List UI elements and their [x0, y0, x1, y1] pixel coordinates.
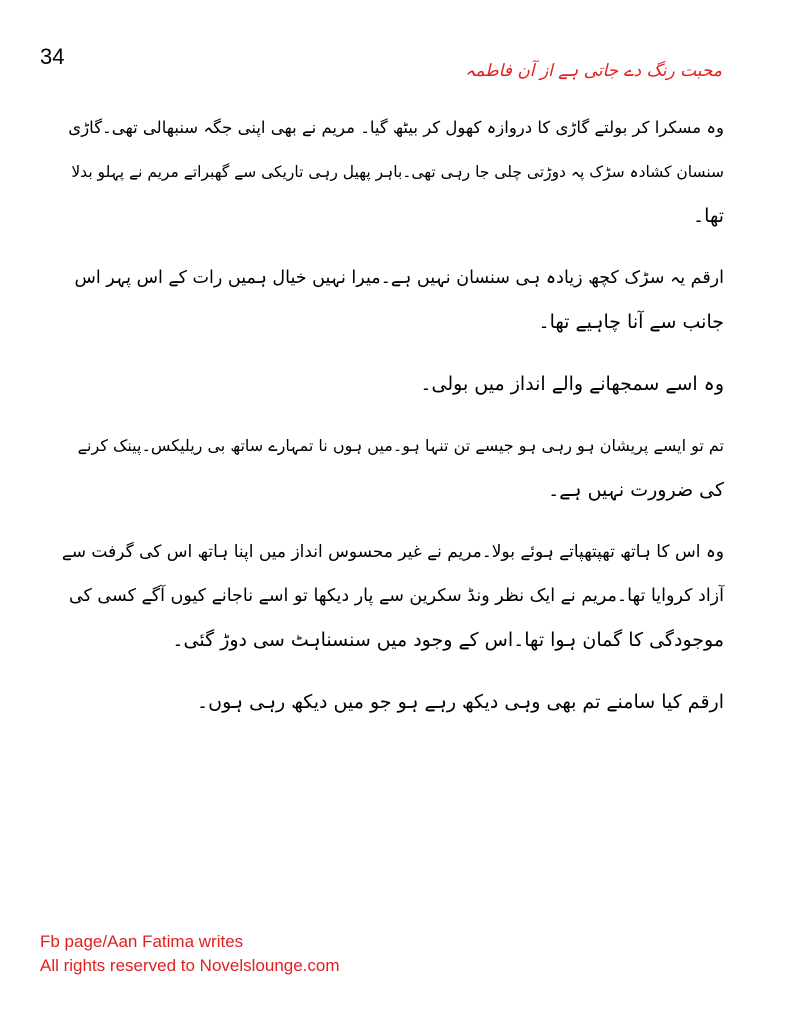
- paragraph: [60, 680, 724, 724]
- paragraph: [60, 530, 724, 662]
- text-line: وہ مسکرا کر بولتے گاڑی کا دروازہ کھول کر بیٹھ گیا۔ مریم نے بھی اپنی جگہ سنبھالی تھی۔گاڑی: [68, 118, 724, 137]
- footer: [40, 930, 340, 978]
- paragraph: [60, 256, 724, 344]
- paragraph: [60, 106, 724, 238]
- text-line: تم تو ایسے پریشان ہو رہی ہو جیسے تن تنہا ہو۔میں ہوں نا تمہارے ساتھ بی ریلیکس۔پینک کرنے: [77, 436, 724, 455]
- text-line: سنسان کشادہ سڑک پہ دوڑتی چلی جا رہی تھی۔باہر پھیل رہی تاریکی سے گھبراتے مریم نے پہلو بدلا: [71, 163, 724, 181]
- page-body: [60, 106, 724, 742]
- footer-copyright: All rights reserved to Novelslounge.com: [40, 956, 340, 975]
- running-header: محبت رنگ دے جاتی ہے از آن فاطمہ: [465, 61, 722, 81]
- text-line: آزاد کروایا تھا۔مریم نے ایک نظر ونڈ سکرین سے پار دیکھا تو اسے ناجانے کیوں آگے کسی کی: [68, 586, 724, 606]
- text-line: وہ اس کا ہاتھ تھپتھپاتے ہوئے بولا۔مریم نے غیر محسوس انداز میں اپنا ہاتھ اس کی گرفت سے: [61, 542, 724, 562]
- text-line: کی ضرورت نہیں ہے۔: [548, 479, 724, 501]
- page-number: 34: [40, 44, 65, 69]
- paragraph: [60, 362, 724, 406]
- footer-fb-page: Fb page/Aan Fatima writes: [40, 932, 244, 951]
- paragraph: [60, 424, 724, 512]
- text-line: ارقم کیا سامنے تم بھی وہی دیکھ رہے ہو جو میں دیکھ رہی ہوں۔: [197, 691, 724, 713]
- text-line: موجودگی کا گمان ہوا تھا۔اس کے وجود میں سنسناہٹ سی دوڑ گئی۔: [172, 629, 724, 651]
- text-line: ارقم یہ سڑک کچھ زیادہ ہی سنسان نہیں ہے۔میرا نہیں خیال ہمیں رات کے اس پہر اس: [74, 268, 724, 288]
- text-line: وہ اسے سمجھانے والے انداز میں بولی۔: [420, 373, 724, 395]
- text-line: جانب سے آنا چاہیے تھا۔: [538, 311, 724, 333]
- text-line: تھا۔: [693, 205, 724, 227]
